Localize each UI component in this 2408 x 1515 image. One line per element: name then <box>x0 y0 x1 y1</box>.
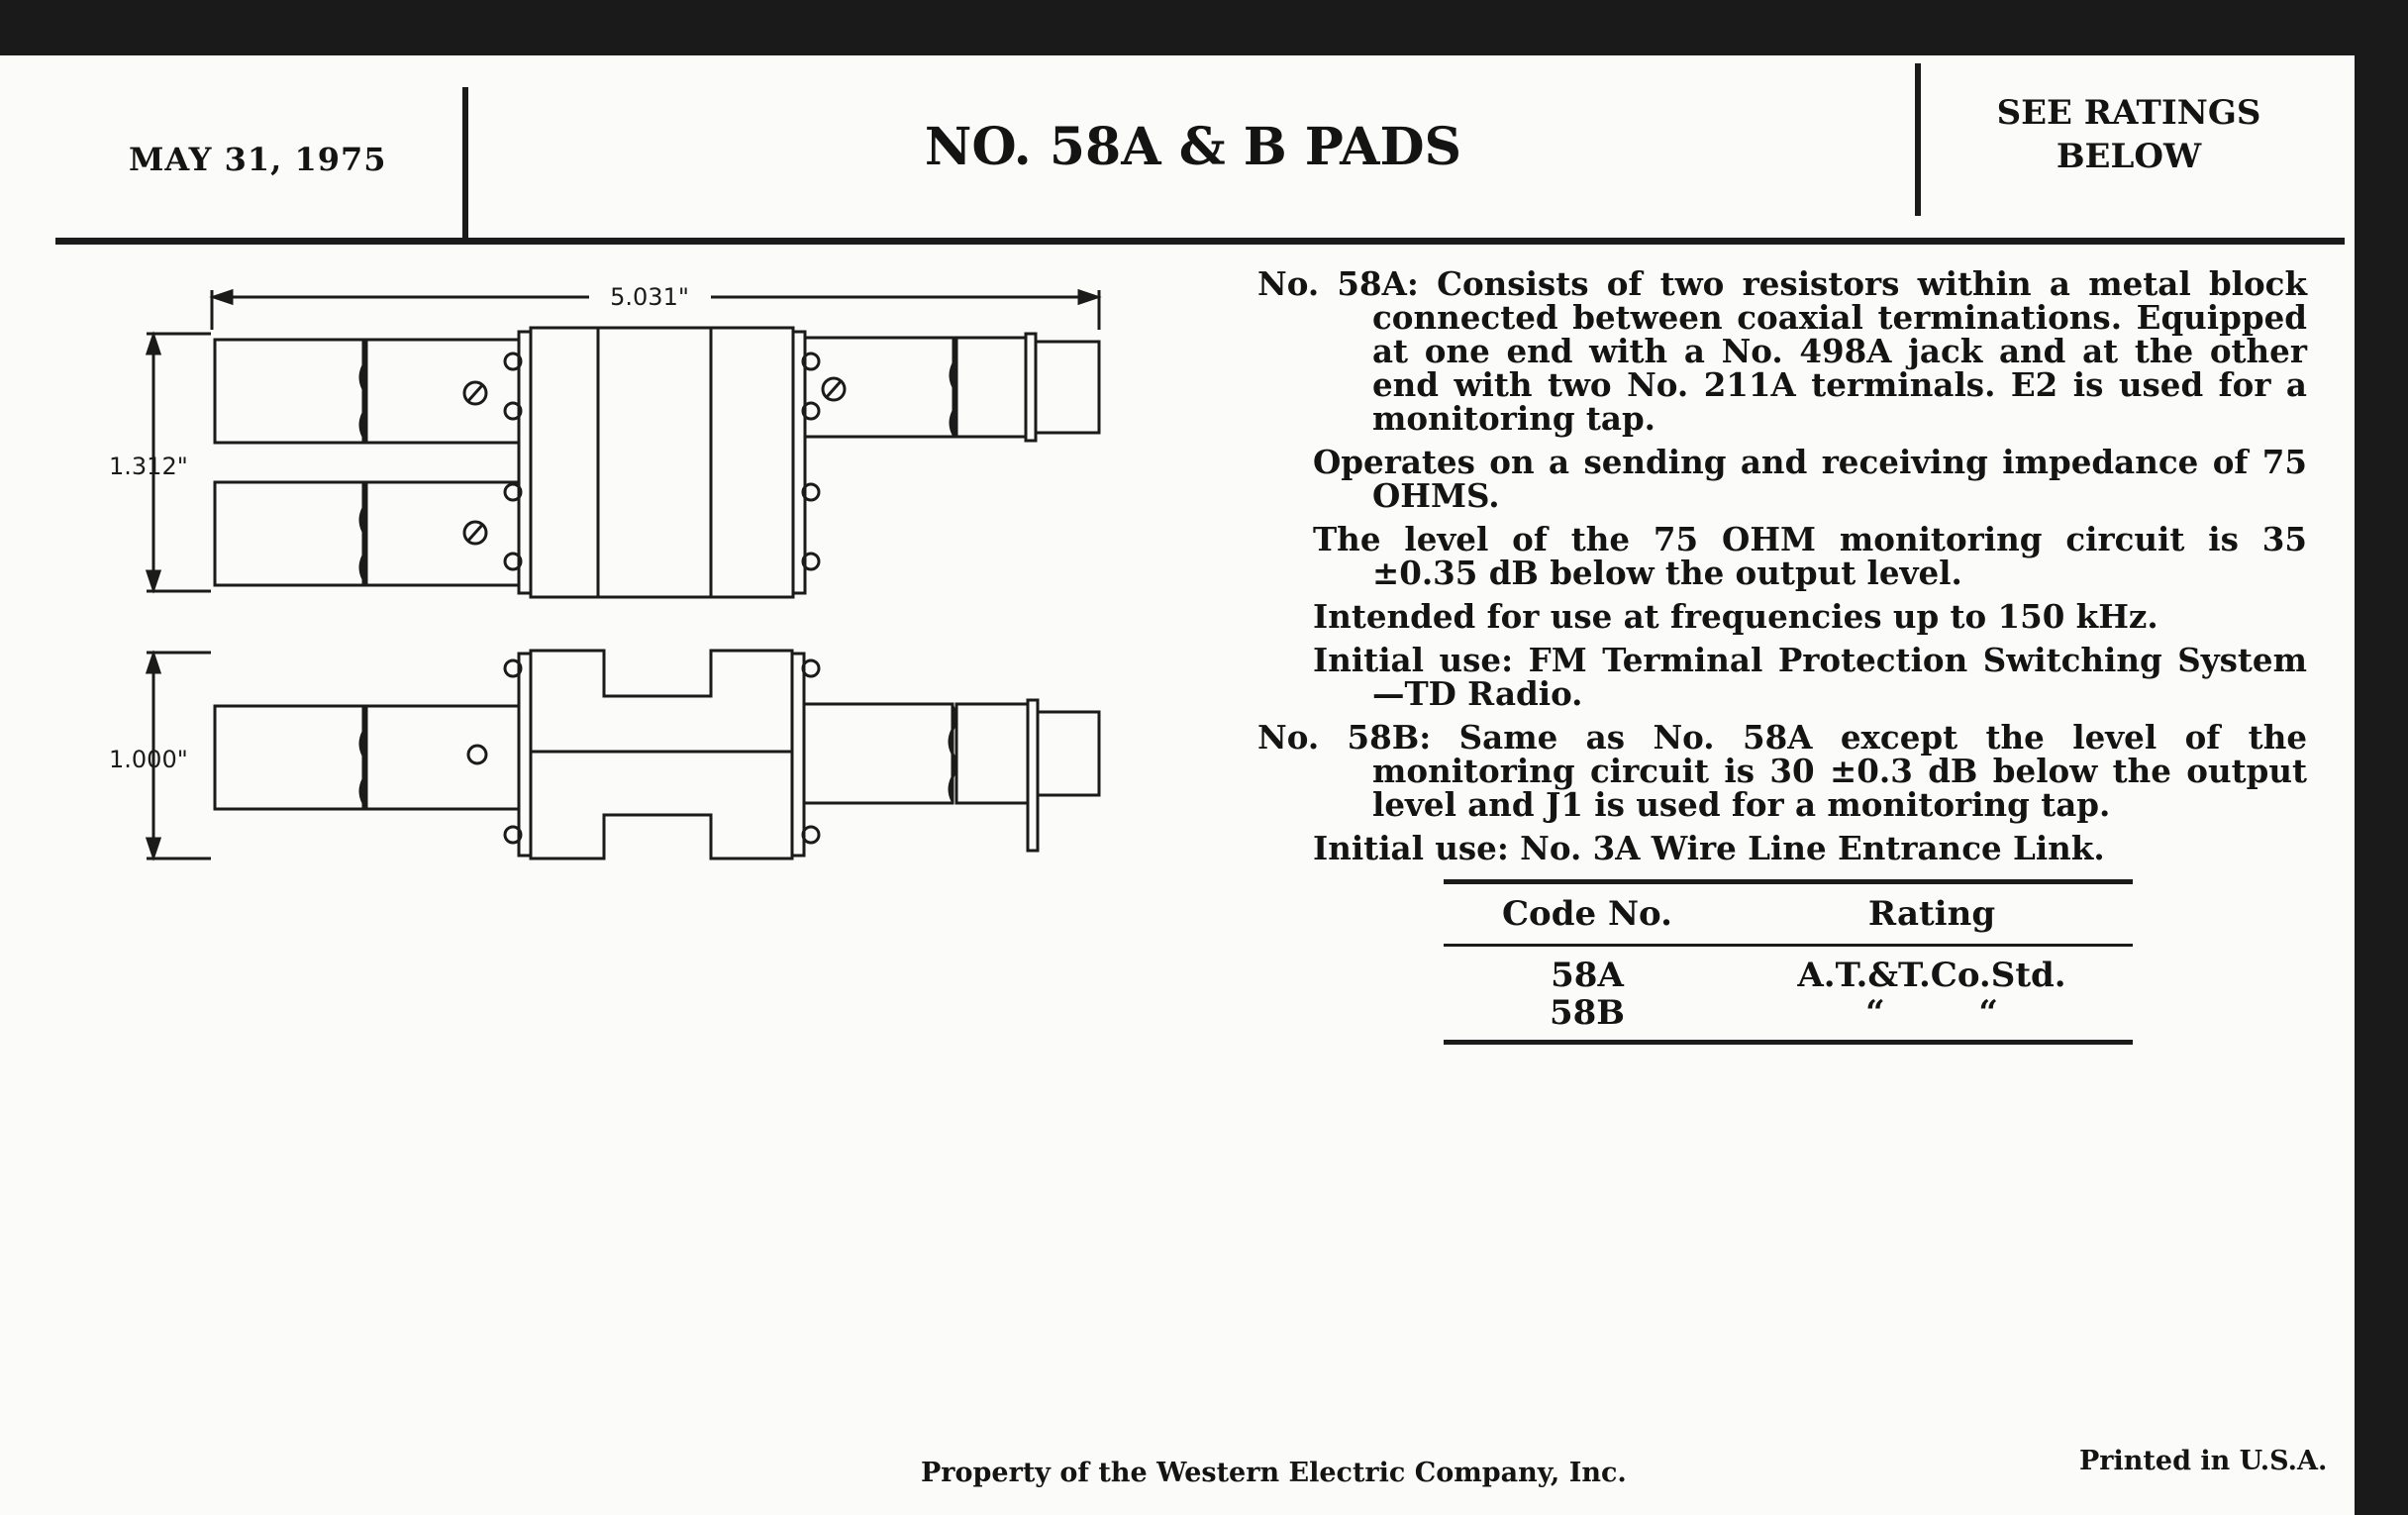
code-58a: 58A <box>1551 956 1624 995</box>
desc-58a <box>1257 264 2307 438</box>
card-date: MAY 31, 1975 <box>129 141 387 178</box>
bottom-height-dimension <box>109 653 211 858</box>
code-cell <box>1444 947 1731 1040</box>
col-header-rating: Rating <box>1867 894 1996 934</box>
desc-58b-text: Same as No. 58A except the level of the monitoring circuit is 30 ±0.3 dB below the output level and J1 is used for a monitoring tap. <box>1372 718 2307 824</box>
code-58b: 58B <box>1549 993 1626 1033</box>
top-left-cables <box>215 340 519 585</box>
ratings-note <box>1921 91 2337 178</box>
bottom-height-label: 1.000" <box>109 746 188 773</box>
width-dim-label: 5.031" <box>610 283 689 311</box>
table-header-row <box>1444 884 2133 944</box>
desc-58b <box>1257 718 2307 824</box>
table-row <box>1444 947 2133 1040</box>
bottom-view <box>215 651 1099 858</box>
ratings-table <box>1444 879 2133 1045</box>
desc-58b-label: No. 58B: <box>1257 718 1432 757</box>
desc-frequency: Intended for use at frequencies up to 150 kHz. <box>1313 597 2158 636</box>
desc-level: The level of the 75 OHM monitoring circuit is 35 ±0.35 dB below the output level. <box>1313 520 2307 592</box>
table-rule-bottom <box>1444 1040 2133 1045</box>
col-header-code: Code No. <box>1502 894 1672 934</box>
top-height-label: 1.312" <box>109 453 188 480</box>
ratings-note-line1: SEE RATINGS <box>1996 93 2261 133</box>
property-notice: Property of the Western Electric Company, Inc. <box>921 1458 1627 1488</box>
pad-drawing <box>99 272 1129 886</box>
page-title: NO. 58A & B PADS <box>924 117 1462 177</box>
header-rule <box>55 238 2345 245</box>
rating-58b: “ “ <box>1865 993 1998 1033</box>
top-height-dimension <box>109 334 211 591</box>
rating-58a: A.T.&T.Co.Std. <box>1797 956 2066 995</box>
rating-cell <box>1731 947 2133 1040</box>
desc-58a-text: Consists of two resistors within a metal block connected between coaxial terminations. Equipped at one end with a No. 498A jack and at the other end with two No. 211A terminals. E2 is used for a monitoring tap. <box>1372 264 2307 438</box>
top-right-cable <box>805 334 1099 441</box>
desc-58a-label: No. 58A: <box>1257 264 1419 303</box>
width-dimension <box>212 283 1099 330</box>
desc-impedance: Operates on a sending and receiving impedance of 75 OHMS. <box>1313 443 2307 515</box>
desc-initial-use-a: Initial use: FM Terminal Protection Switching System—TD Radio. <box>1313 641 2307 713</box>
ratings-note-line2: BELOW <box>2056 137 2202 176</box>
top-body <box>505 328 819 597</box>
printed-notice: Printed in U.S.A. <box>2079 1446 2328 1476</box>
desc-initial-use-b: Initial use: No. 3A Wire Line Entrance Link. <box>1313 829 2105 867</box>
description <box>1257 264 2307 875</box>
